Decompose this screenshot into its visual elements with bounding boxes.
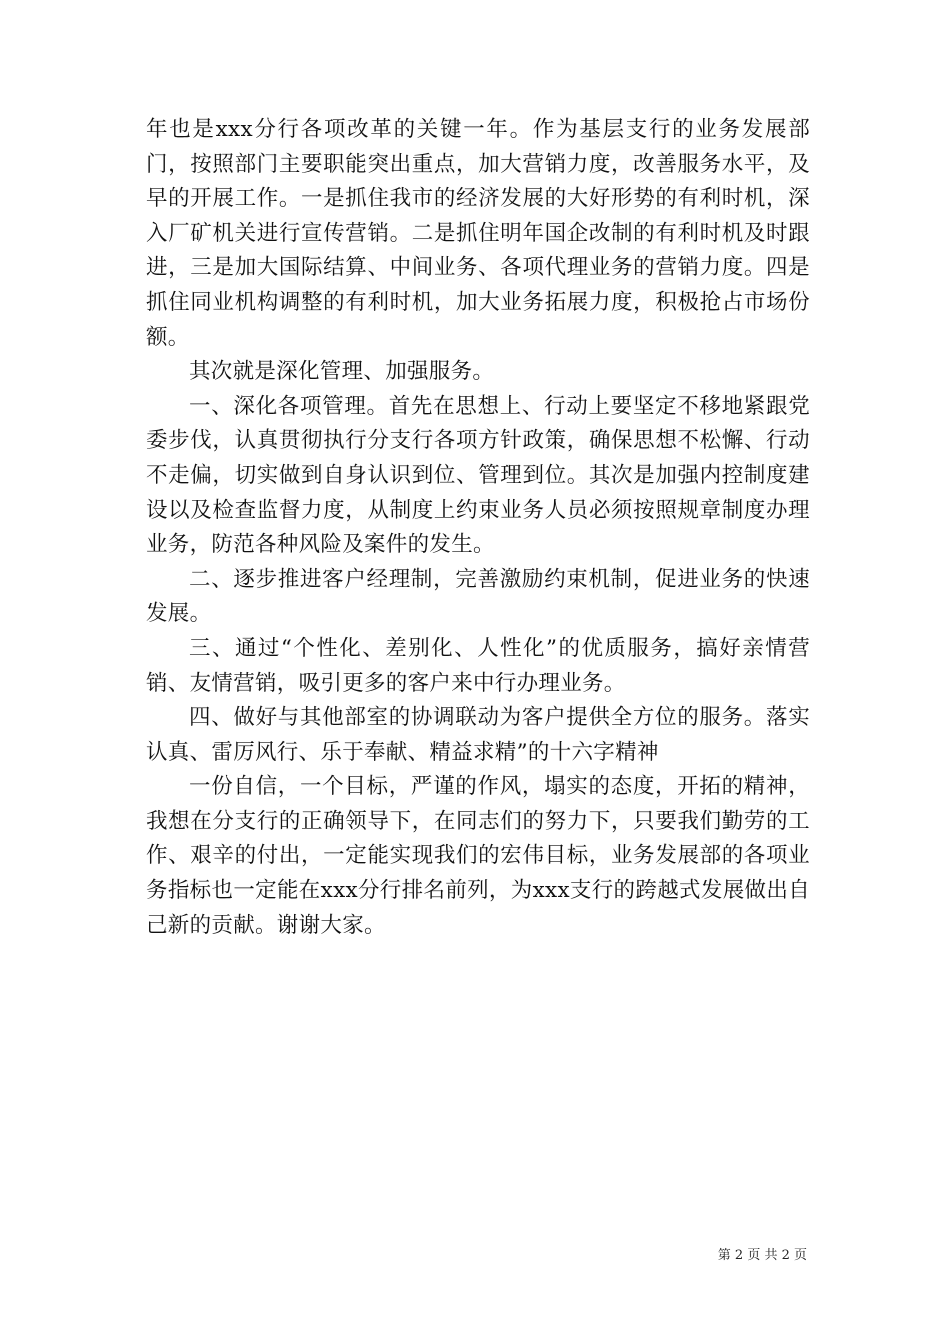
paragraph-3: 一、深化各项管理。首先在思想上、行动上要坚定不移地紧跟党委步伐，认真贯彻执行分支行各项方针政策，确保思想不松懈、行动不走偏，切实做到自身认识到位、管理到位。其次是加强内控制度建设以及检查监督力度，从制度上约束业务人员必须按照规章制度办理业务，防范各种风险及案件的发生。: [146, 393, 810, 558]
paragraph-1: 年也是xxx分行各项改革的关键一年。作为基层支行的业务发展部门，按照部门主要职能突出重点，加大营销力度，改善服务水平，及早的开展工作。一是抓住我市的经济发展的大好形势的有利时机，深入厂矿机关进行宣传营销。二是抓住明年国企改制的有利时机及时跟进，三是加大国际结算、中间业务、各项代理业务的营销力度。四是抓住同业机构调整的有利时机，加大业务拓展力度，积极抢占市场份额。: [146, 117, 810, 350]
document-body: [146, 113, 810, 943]
paragraph-7: 一份自信，一个目标，严谨的作风，塌实的态度，开拓的精神，我想在分支行的正确领导下，在同志们的努力下，只要我们勤劳的工作、艰辛的付出，一定能实现我们的宏伟目标，业务发展部的各项业务指标也一定能在xxx分行排名前列，为xxx支行的跨越式发展做出自己新的贡献。谢谢大家。: [146, 774, 810, 938]
paragraph-4: 二、逐步推进客户经理制，完善激励约束机制，促进业务的快速发展。: [146, 566, 810, 627]
paragraph-5: 三、通过“个性化、差别化、人性化”的优质服务，搞好亲情营销、友情营销，吸引更多的客户来中行办理业务。: [146, 635, 810, 696]
paragraph-6: 四、做好与其他部室的协调联动为客户提供全方位的服务。落实认真、雷厉风行、乐于奉献、精益求精”的十六字精神: [146, 705, 810, 765]
page-number-footer: 第 2 页 共 2 页: [717, 1248, 807, 1263]
paragraph-2: 其次就是深化管理、加强服务。: [189, 359, 495, 385]
